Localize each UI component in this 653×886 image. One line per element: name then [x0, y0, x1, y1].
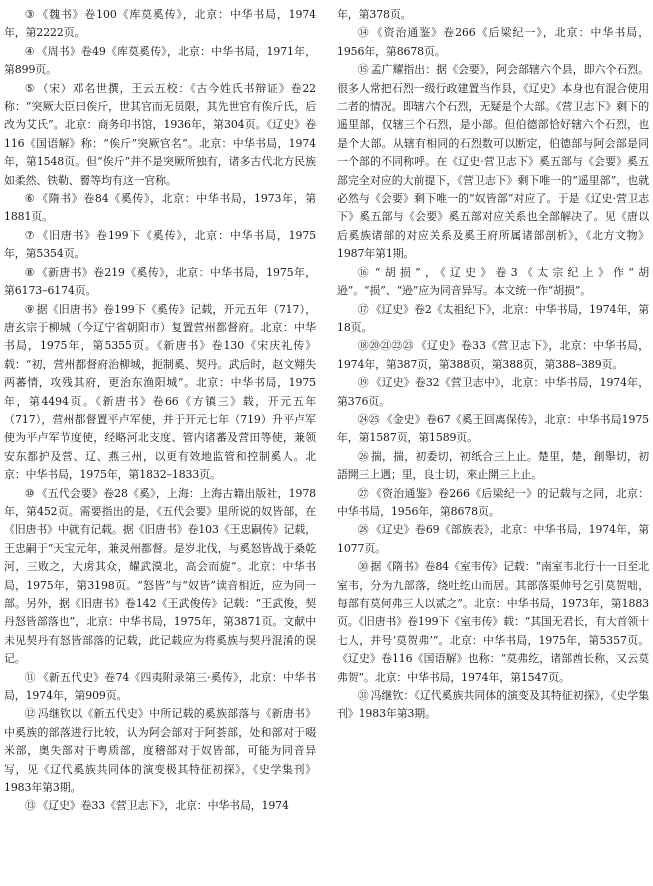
footnote-text: （宋）邓名世撰，王云五校：《古今姓氏书辩证》卷22称：“突厥大臣曰俟斤，世其官而无员限，其先世官有俟斤氏，后改为艾氏”。北京：商务印书馆，1936年，第304页。《辽史》卷116《国语解》称：“俟斤”突厥官名”。北京：中华书局，1974年，第1548页。但“俟斤”并不是突厥所独有，诸多古代北方民族如柔然、铁勒、霫等均有这一官称。	[4, 81, 316, 187]
footnote	[337, 448, 649, 485]
footnote	[337, 687, 649, 724]
footnote-marker: ⑮	[357, 63, 369, 77]
footnote	[4, 6, 316, 43]
footnote	[337, 337, 649, 374]
footnote	[4, 227, 316, 264]
footnote	[4, 705, 316, 797]
footnote-marker: ⑨	[24, 302, 35, 316]
footnote	[337, 264, 649, 301]
footnote-text: 《周书》卷49《库莫奚传》，北京：中华书局，1971年，第899页。	[4, 44, 316, 77]
footnote-text: 《新五代史》卷74《四夷附录第三·奚传》，北京：中华书局，1974年，第909页。	[4, 670, 316, 703]
footnote	[337, 301, 649, 338]
footnote-marker: ⑰	[357, 302, 369, 316]
footnote-text: 《辽史》卷32《营卫志中》，北京：中华书局，1974年，第376页。	[337, 376, 649, 408]
footnote	[4, 669, 316, 706]
right-column	[331, 6, 649, 886]
footnote-text: 《金史》卷67《奚王回离保传》，北京：中华书局1975年，第1587页，第1589页。	[337, 412, 649, 445]
footnote-text: 《魏书》卷100《库莫奚传》，北京：中华书局，1974年，第2222页。	[4, 8, 316, 40]
footnote-continuation: 年，第378页。	[337, 8, 412, 21]
footnote-text: 《辽史》卷33《营卫志下》，北京：中华书局，1974	[37, 799, 289, 813]
footnote-text: 据《旧唐书》卷199下《奚传》记载，开元五年（717），唐玄宗于柳城（今辽宁省朝阳市）复置营州都督府。北京：中华书局，1975年，第5355页。《新唐书》卷130《宋庆礼传》载：“初，营州都督府治柳城，扼制奚、契丹。武后时，赵文翙失两蕃情，攻残其府，更治东渔阳城”。北京：中华书局，1975年，第4494页。《新唐书》卷66《方镇三》载，开元五年（717），营州都督置平卢军使，并于开元七年（719）升平卢军使为平卢军节度使，经略河北支度、管内诸蕃及营田等使，兼领安东都护及营、辽、燕三州，以更有效地监管和控制奚人。北京：中华书局，1975年，第1832–1833页。	[4, 302, 316, 482]
footnote-marker: ㉗	[357, 486, 369, 500]
footnote-text: 据《隋书》卷84《室韦传》记载：“南室韦北行十一日至北室韦，分为九部落，绕吐纥山而居。其部落渠帅号乞引莫贺咄，每部有莫何弗三人以贰之”。北京：中华书局，1973年，第1883页。《旧唐书》卷199下《室韦传》载：“其国无君长，有大首领十七人，并号‘莫贺弗’”。北京：中华书局，1975年，第5357页。《辽史》卷116《国语解》也称：“莫弗纥，诸部酋长称，又云莫弗贺”。北京：中华书局，1974年，第1547页。	[337, 560, 649, 684]
footnote	[337, 485, 649, 522]
footnote-marker: ⑪	[24, 670, 36, 684]
footnote-marker: ㉖	[357, 449, 369, 463]
footnote-marker: ⑧	[24, 265, 35, 279]
footnote-text: 揣，揣，初委切，初纸合三上止。楚里，楚，創舉切，初語開三上遇；里，良士切，來止開三上止。	[337, 449, 649, 482]
footnote-text: “胡损”，《辽史》卷3《太宗纪上》作“胡逊”。“损”、“逊”应为同音异写。本文统一作“胡损”。	[337, 265, 649, 298]
footnote	[337, 61, 649, 263]
footnote-marker: ⑫	[24, 707, 36, 721]
footnote	[337, 411, 649, 448]
footnote-marker: ⑲	[357, 376, 369, 390]
footnote-marker: ㉚	[357, 560, 369, 574]
footnote-text: 《五代会要》卷28《奚》，上海：上海古籍出版社，1978年，第452页。需要指出的是，《五代会要》里所说的奴皆部，在《旧唐书》中就有记载。据《旧唐书》卷103《王忠嗣传》记载，王忠嗣于“天宝元年，兼灵州都督。是岁北伐，与奚怒皆战于桑乾河，三败之，大虏其众，耀武漠北，高会而旋”。北京：中华书局，1975年，第3198页。“怒皆”与“奴皆”读音相近，应为同一部。另外，据《旧唐书》卷142《王武俊传》记载：“王武俊，契丹怒皆部落也”，北京：中华书局，1975年，第3871页。文献中未见契丹有怒皆部落的记载，此记载应为将奚族与契丹混淆的误记。	[4, 486, 316, 666]
footnote-text: 《资治通鉴》卷266《后梁纪一》，北京：中华书局，1956年，第8678页。	[337, 26, 650, 58]
footnote-marker: ㉛	[357, 689, 369, 703]
footnote-marker: ③	[24, 8, 36, 21]
footnote-text: 孟广耀指出：据《会要》，阿会部辖六个县，即六个石烈。很多人常把石烈一级行政建置当作县，《辽史》本身也有混合使用二者的情况。即辖六个石烈，无疑是个大部。《营卫志下》剩下的遥里部，仅辖三个石烈，是小部。但伯德部恰好辖六个石烈，也是个大部。从辖有相同的石烈数可以断定，伯德部与阿会部是同一个部的不同称呼。在《辽史·营卫志下》奚五部与《会要》奚五部完全对应的大前提下，《营卫志下》剩下唯一的“遥里部”，也就必然与《会要》剩下唯一的“奴皆部”对应了。于是《辽史·营卫志下》奚五部与《会要》奚五部对应关系也全部解决了。见《唐以后奚族诸部的对应关系及奚王府所属诸部剖析》，《北方文物》1987年第1期。	[337, 63, 649, 261]
footnote-text: 《辽史》卷2《太祖纪下》，北京：中华书局，1974年，第18页。	[337, 302, 649, 334]
footnote-marker: ㉔㉕	[357, 412, 380, 426]
footnote-marker: ④	[24, 44, 35, 58]
footnote	[337, 521, 649, 558]
footnote-marker: ⑥	[24, 192, 36, 206]
footnote	[337, 558, 649, 687]
footnote	[4, 80, 316, 190]
footnote-marker: ⑭	[357, 26, 370, 40]
footnote-text: 冯继钦：《辽代奚族共同体的演变及其特征初探》，《史学集刊》1983年第3期。	[337, 689, 649, 721]
footnote-marker: ⑬	[24, 799, 36, 813]
footnote-marker: ⑯	[357, 265, 373, 279]
footnote	[4, 43, 316, 80]
footnote	[4, 264, 316, 301]
left-column	[4, 6, 322, 886]
footnote-marker: ⑦	[24, 228, 36, 242]
footnote-text: 《旧唐书》卷199下《奚传》，北京：中华书局，1975年，第5354页。	[4, 228, 316, 261]
footnote-text: 《隋书》卷84《奚传》，北京：中华书局，1973年，第1881页。	[4, 192, 316, 224]
footnote	[337, 24, 649, 61]
footnote-marker: ㉘	[357, 523, 369, 537]
footnote-marker: ⑱⑳㉑㉒㉓	[357, 339, 414, 353]
footnote-marker: ⑩	[24, 486, 35, 500]
footnote-marker: ⑤	[24, 81, 36, 95]
footnote-text: 《新唐书》卷219《奚传》，北京：中华书局，1975年，第6173–6174页。	[4, 265, 316, 298]
footnote-text: 冯继钦以《新五代史》中所记载的奚族部落与《新唐书》中奚族的部落进行比较，认为阿会部对于阿荟部，处和部对于啜米部，奥失部对于粤质部，度稽部对于奴皆部，可能为同音异写，见《辽代奚族共同体的演变极其特征初探》，《史学集刊》1983年第3期。	[4, 707, 316, 795]
footnote	[4, 797, 316, 815]
footnote-text: 《辽史》卷69《部族表》，北京：中华书局，1974年，第1077页。	[337, 523, 649, 555]
footnote-text: 《资治通鉴》卷266《后梁纪一》的记载与之同，北京：中华书局，1956年，第8678页。	[337, 486, 649, 518]
footnote	[4, 485, 316, 669]
footnote-text: 《辽史》卷33《营卫志下》，北京：中华书局，1974年，第387页，第388页，第388页，第388–389页。	[337, 339, 649, 371]
footnote	[337, 374, 649, 411]
footnote	[4, 301, 316, 485]
footnote	[4, 190, 316, 227]
